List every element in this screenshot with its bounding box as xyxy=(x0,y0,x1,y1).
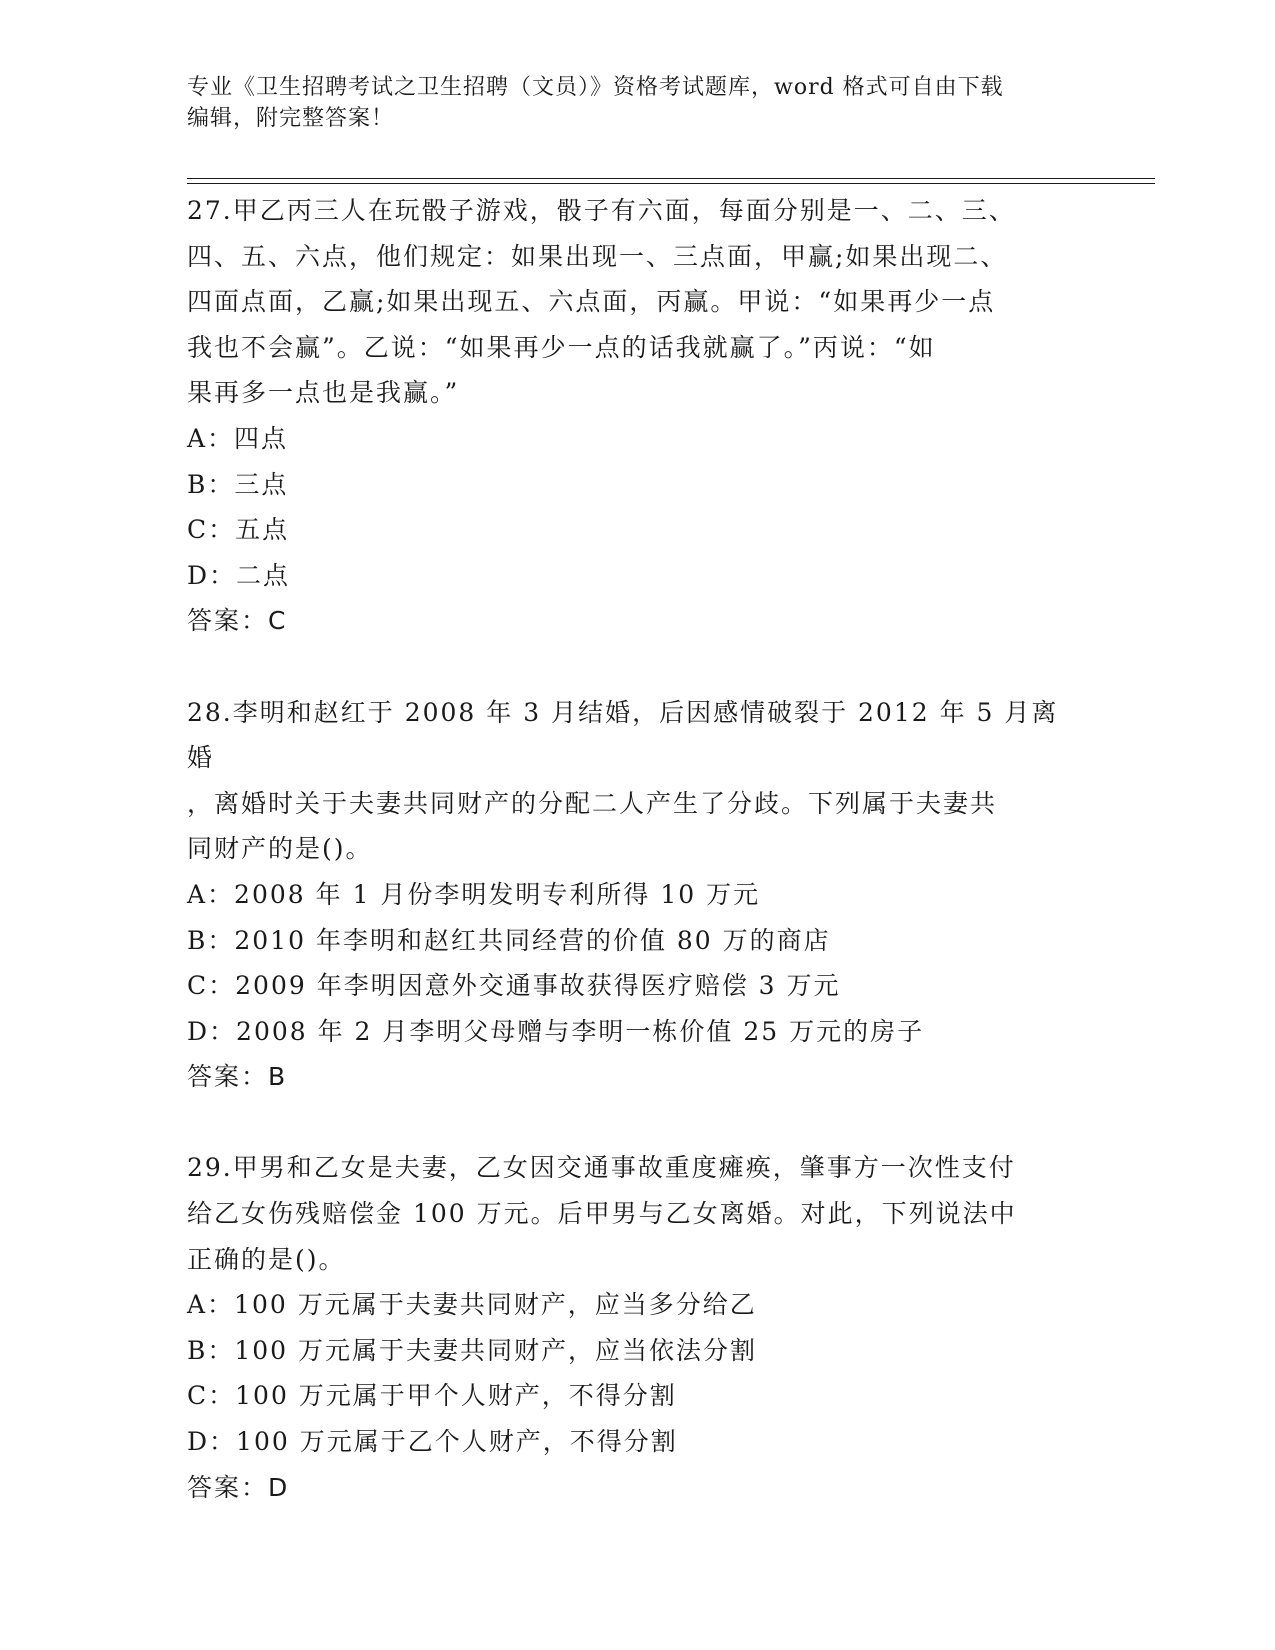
answer: 答案：B xyxy=(187,1062,288,1092)
option-c: C：100 万元属于甲个人财产，不得分割 xyxy=(187,1381,677,1411)
answer: 答案：C xyxy=(187,606,288,636)
question-stem-line: 27.甲乙丙三人在玩骰子游戏，骰子有六面，每面分别是一、二、三、 xyxy=(187,196,1016,225)
option-b: B：2010 年李明和赵红共同经营的价值 80 万的商店 xyxy=(187,925,831,955)
question-stem-line: ，离婚时关于夫妻共同财产的分配二人产生了分歧。下列属于夫妻共 xyxy=(187,788,998,818)
answer: 答案：D xyxy=(187,1472,290,1502)
question-stem-line: 同财产的是()。 xyxy=(187,834,373,864)
option-d: D：100 万元属于乙个人财产，不得分割 xyxy=(187,1427,678,1457)
option-b: B：三点 xyxy=(187,469,289,499)
question-28 xyxy=(187,690,1067,1100)
header-line-2: 编辑，附完整答案！ xyxy=(187,106,395,131)
question-spacer xyxy=(187,1100,1067,1146)
question-list xyxy=(187,188,1067,1510)
option-b: B：100 万元属于夫妻共同财产，应当依法分割 xyxy=(187,1335,758,1365)
question-stem-line: 28.李明和赵红于 2008 年 3 月结婚，后因感情破裂于 2012 年 5 月离婚 xyxy=(187,697,1059,773)
header-divider xyxy=(187,178,1155,184)
question-stem-line: 我也不会赢”。乙说：“如果再少一点的话我就赢了。”丙说：“如 xyxy=(187,332,936,362)
question-stem-line: 给乙女伤残赔偿金 100 万元。后甲男与乙女离婚。对此，下列说法中 xyxy=(187,1199,1017,1229)
question-29 xyxy=(187,1145,1067,1510)
option-a: A：四点 xyxy=(187,423,289,453)
option-d: D：2008 年 2 月李明父母赠与李明一栋价值 25 万元的房子 xyxy=(187,1016,925,1046)
question-stem-line: 四、五、六点，他们规定：如果出现一、三点面，甲赢;如果出现二、 xyxy=(187,241,1008,271)
question-spacer xyxy=(187,644,1067,690)
question-stem-line: 正确的是()。 xyxy=(187,1244,346,1274)
option-c: C：五点 xyxy=(187,515,290,545)
question-stem-line: 四面点面，乙赢;如果出现五、六点面，丙赢。甲说：“如果再少一点 xyxy=(187,287,996,317)
question-stem-line: 果再多一点也是我赢。” xyxy=(187,378,460,408)
question-27 xyxy=(187,188,1067,644)
header-line-1: 专业《卫生招聘考试之卫生招聘（文员）》资格考试题库，word 格式可自由下载 xyxy=(187,75,1004,100)
option-c: C：2009 年李明因意外交通事故获得医疗赔偿 3 万元 xyxy=(187,971,841,1001)
question-stem-line: 29.甲男和乙女是夫妻，乙女因交通事故重度瘫痪，肇事方一次性支付 xyxy=(187,1153,1016,1183)
document-header xyxy=(187,72,1077,134)
option-a: A：2008 年 1 月份李明发明专利所得 10 万元 xyxy=(187,879,761,909)
option-d: D：二点 xyxy=(187,560,291,590)
option-a: A：100 万元属于夫妻共同财产，应当多分给乙 xyxy=(187,1290,757,1320)
